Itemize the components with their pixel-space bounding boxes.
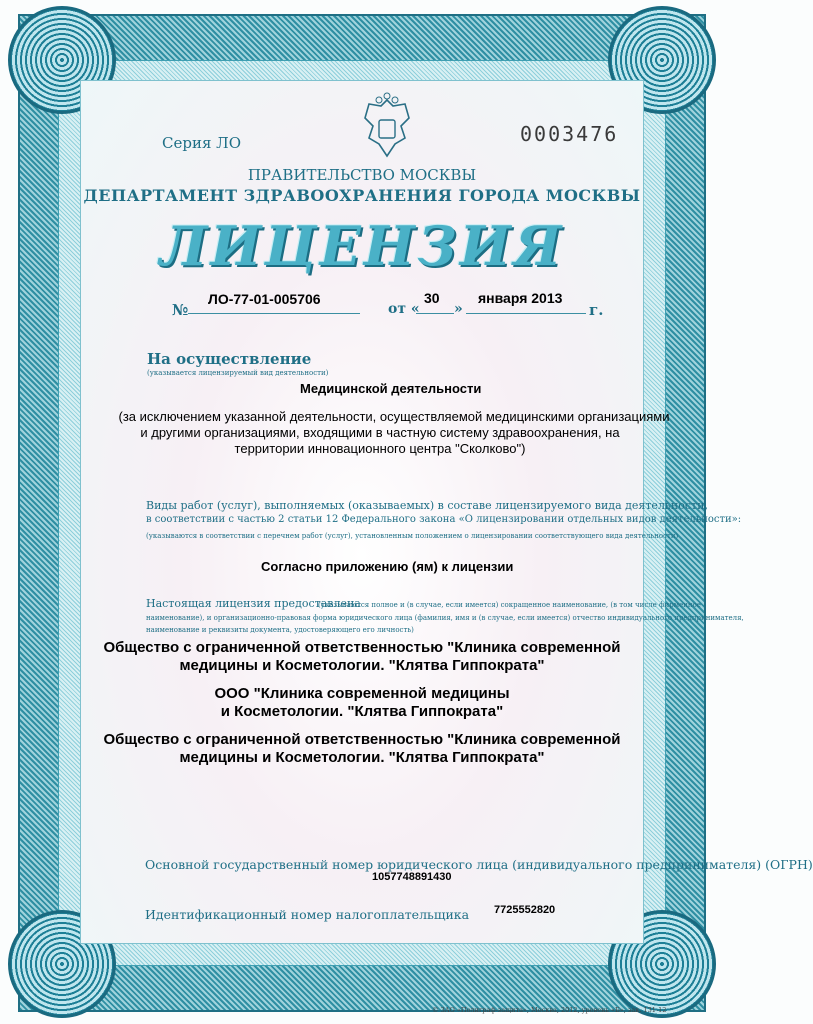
number-sign: № [172, 301, 189, 319]
works-note: (указываются в соответствии с перечнем работ (услуг), установленным положением о лицензировании соответствующего вида деятельности) [146, 532, 679, 540]
licensee-note: (указываются полное и (в случае, если имеется) сокращенное наименование, (в том числе фирменное [318, 601, 701, 609]
day-underline [416, 313, 454, 314]
licensee-short-name: и Косметологии. "Клятва Гиппократа" [220, 703, 504, 720]
works-value: Согласно приложению (ям) к лицензии [261, 559, 514, 574]
licensee-brand-name: медицины и Косметологии. "Клятва Гиппократа" [179, 749, 545, 766]
licensee-brand-name: Общество с ограниченной ответственностью "Клиника современной [103, 731, 621, 748]
issuer-government: ПРАВИТЕЛЬСТВО МОСКВЫ [247, 166, 477, 184]
licensee-short-name: ООО "Клиника современной медицины [214, 685, 510, 702]
works-line: в соответствии с частью 2 статьи 12 Федерального закона «О лицензировании отдельных видов деятельности»: [146, 514, 742, 525]
series-label: Серия ЛО [162, 134, 241, 152]
works-line: Виды работ (услуг), выполняемых (оказываемых) в составе лицензируемого вида деятельности, [146, 499, 708, 512]
date-mid: » [454, 301, 463, 317]
license-day: 30 [424, 290, 440, 306]
document-field [80, 80, 644, 944]
licensee-full-name: Общество с ограниченной ответственностью "Клиника современной [103, 639, 621, 656]
date-prefix: от « [388, 301, 420, 317]
license-month-year: января 2013 [478, 290, 563, 306]
year-suffix: г. [589, 301, 604, 319]
inn-label: Идентификационный номер налогоплательщика [145, 907, 470, 922]
activity-exclusion-line: территории инновационного центра "Сколково") [234, 441, 526, 456]
licensee-label: Настоящая лицензия предоставлена [146, 597, 361, 610]
inn-value: 7725552820 [494, 904, 556, 916]
activity-heading: На осуществление [147, 350, 312, 368]
ogrn-value: 1057748891430 [372, 871, 452, 883]
activity-exclusion-line: и другими организациями, входящими в частную систему здравоохранения, на [140, 425, 620, 440]
activity-exclusion-line: (за исключением указанной деятельности, осуществляемой медицинскими организациями [118, 409, 670, 424]
license-number: ЛО-77-01-005706 [208, 291, 321, 307]
licensee-note: наименование и реквизиты документа, удостоверяющего его личность) [146, 626, 414, 634]
licensee-full-name: медицины и Косметологии. "Клятва Гиппократа" [179, 657, 545, 674]
document-title: ЛИЦЕНЗИЯ [159, 214, 565, 278]
licensee-note: наименование), и организационно-правовая форма юридического лица (фамилия, имя и (в случае, если имеется) отчество индивидуального предпринимателя, [146, 614, 744, 622]
activity-name: Медицинской деятельности [300, 381, 482, 396]
issuer-department: ДЕПАРТАМЕНТ ЗДРАВООХРАНЕНИЯ ГОРОДА МОСКВЫ [83, 186, 641, 205]
coat-of-arms-icon [357, 92, 417, 162]
ogrn-label: Основной государственный номер юридического лица (индивидуального предпринимателя) (ОГРН) [145, 857, 813, 872]
number-underline [188, 313, 360, 314]
month-underline [466, 313, 586, 314]
form-number: 0003476 [520, 122, 619, 146]
printer-imprint: © ЗАО «Полиграф-защита», Москва, 2012, уровень «Б», зак. 131-12 [432, 1006, 667, 1014]
activity-heading-note: (указывается лицензируемый вид деятельности) [147, 369, 329, 377]
